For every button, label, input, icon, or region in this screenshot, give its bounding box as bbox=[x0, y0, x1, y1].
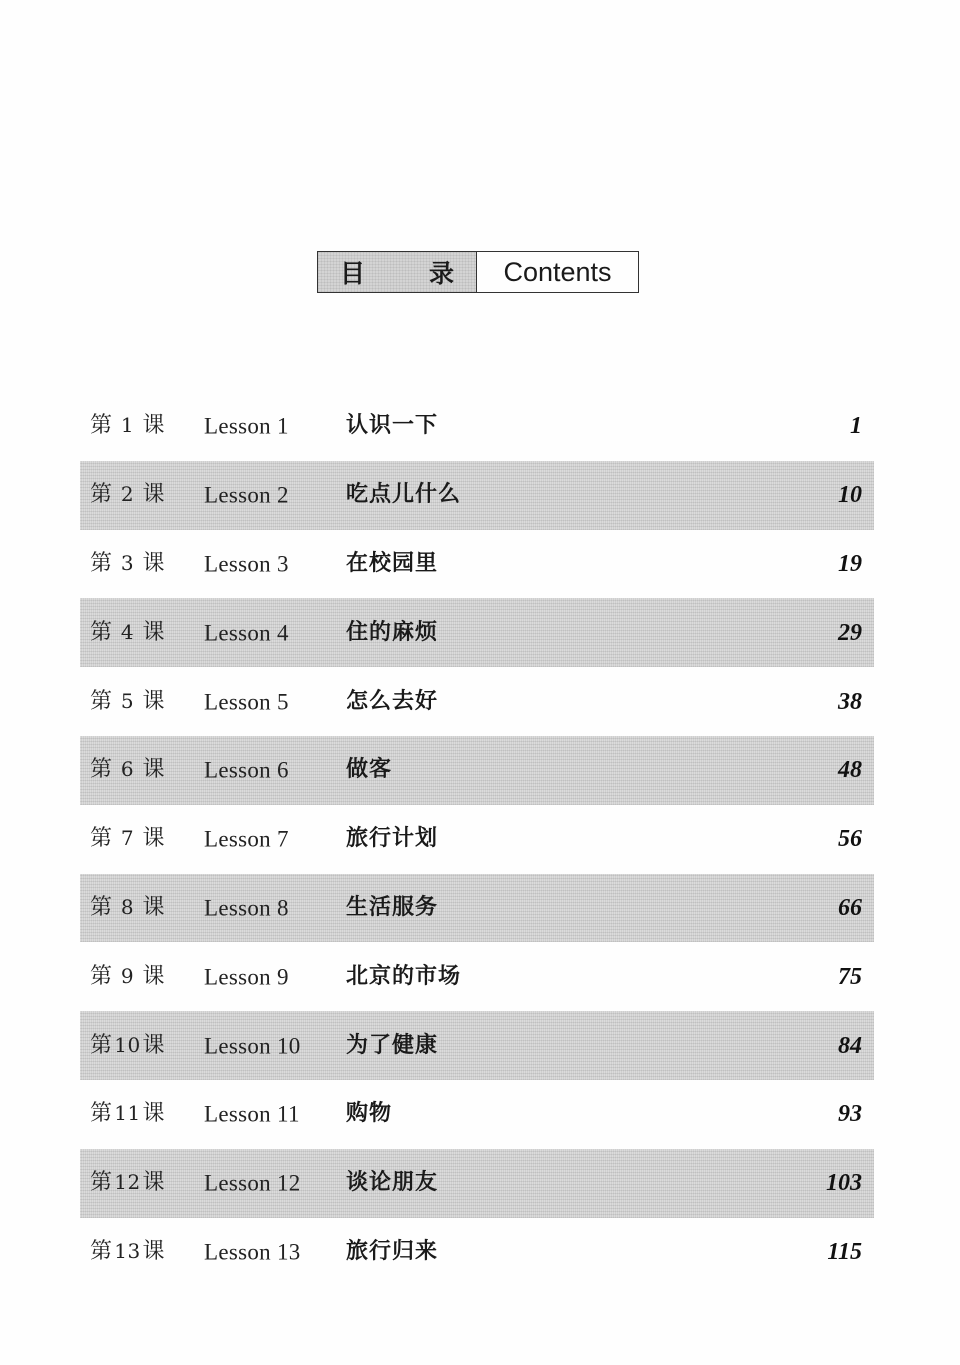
lesson-number: 6 bbox=[120, 757, 135, 782]
page-number[interactable]: 84 bbox=[838, 1032, 862, 1059]
lesson-title: 为了健康 bbox=[346, 1032, 439, 1058]
lesson-number-cn bbox=[90, 619, 166, 645]
lesson-prefix: 第 bbox=[90, 826, 113, 852]
toc-entry[interactable] bbox=[0, 942, 960, 1011]
lesson-prefix: 第 bbox=[90, 963, 113, 989]
toc-entry[interactable] bbox=[0, 1149, 960, 1218]
lesson-number: 13 bbox=[114, 1238, 141, 1263]
lesson-prefix: 第 bbox=[90, 1032, 113, 1058]
toc-entry[interactable] bbox=[0, 874, 960, 943]
toc-entry[interactable] bbox=[0, 1218, 960, 1287]
lesson-suffix: 课 bbox=[142, 1101, 166, 1127]
toc-entry[interactable] bbox=[0, 1080, 960, 1149]
table-of-contents bbox=[0, 392, 960, 1286]
lesson-title: 在校园里 bbox=[346, 550, 439, 576]
lesson-suffix: 课 bbox=[142, 482, 166, 508]
lesson-number: 8 bbox=[120, 894, 135, 919]
lesson-number: 11 bbox=[114, 1101, 141, 1126]
lesson-number-cn bbox=[90, 1238, 166, 1264]
lesson-number-cn bbox=[90, 1103, 165, 1125]
page-number[interactable]: 10 bbox=[838, 482, 862, 509]
lesson-title: 北京的市场 bbox=[346, 963, 462, 989]
lesson-number: 4 bbox=[120, 619, 135, 644]
lesson-number: 9 bbox=[120, 963, 135, 988]
page-number[interactable]: 93 bbox=[838, 1101, 862, 1128]
page-number[interactable]: 1 bbox=[850, 413, 862, 440]
page-number[interactable]: 75 bbox=[838, 963, 862, 990]
toc-entry[interactable] bbox=[0, 530, 960, 599]
lesson-number: 3 bbox=[120, 550, 135, 575]
lesson-number-cn bbox=[90, 688, 166, 714]
lesson-number: 2 bbox=[120, 482, 135, 507]
page-number[interactable]: 19 bbox=[838, 550, 862, 577]
lesson-prefix: 第 bbox=[90, 482, 113, 508]
row-shading bbox=[80, 1011, 874, 1080]
toc-entry[interactable] bbox=[0, 667, 960, 736]
row-shading bbox=[80, 1149, 874, 1218]
heading-char-lu: 录 bbox=[428, 259, 454, 288]
lesson-label-en: Lesson 3 bbox=[204, 551, 289, 577]
page-number[interactable]: 29 bbox=[838, 619, 862, 646]
lesson-label-en: Lesson 2 bbox=[204, 482, 289, 508]
page-number[interactable]: 115 bbox=[827, 1238, 862, 1265]
lesson-title: 购物 bbox=[346, 1101, 393, 1127]
lesson-title: 谈论朋友 bbox=[346, 1170, 439, 1196]
lesson-label-en: Lesson 7 bbox=[204, 826, 289, 852]
lesson-prefix: 第 bbox=[90, 550, 113, 576]
lesson-prefix: 第 bbox=[90, 413, 113, 439]
lesson-title: 旅行计划 bbox=[346, 826, 439, 852]
lesson-prefix: 第 bbox=[90, 757, 113, 783]
lesson-number-cn bbox=[90, 759, 165, 781]
row-shading bbox=[80, 461, 874, 530]
lesson-suffix: 课 bbox=[142, 1170, 166, 1196]
lesson-label-en: Lesson 13 bbox=[204, 1239, 301, 1265]
lesson-label-en: Lesson 1 bbox=[204, 413, 289, 439]
row-shading bbox=[80, 598, 874, 667]
page-number[interactable]: 48 bbox=[838, 757, 862, 784]
toc-entry[interactable] bbox=[0, 1011, 960, 1080]
lesson-number-cn bbox=[90, 415, 165, 437]
lesson-title: 怎么去好 bbox=[346, 688, 439, 714]
page-number[interactable]: 56 bbox=[838, 826, 862, 853]
lesson-number-cn bbox=[90, 828, 165, 850]
contents-heading bbox=[317, 251, 639, 293]
lesson-suffix: 课 bbox=[142, 826, 166, 852]
row-shading bbox=[80, 736, 874, 805]
lesson-suffix: 课 bbox=[142, 1032, 166, 1058]
lesson-label-en: Lesson 5 bbox=[204, 689, 289, 715]
lesson-label-en: Lesson 11 bbox=[204, 1101, 300, 1127]
contents-heading-chinese bbox=[318, 252, 477, 292]
lesson-title: 做客 bbox=[346, 757, 393, 783]
lesson-title: 住的麻烦 bbox=[346, 619, 439, 645]
toc-entry[interactable] bbox=[0, 805, 960, 874]
contents-heading-english: Contents bbox=[503, 256, 612, 287]
lesson-label-en: Lesson 8 bbox=[204, 895, 289, 921]
lesson-suffix: 课 bbox=[142, 963, 166, 989]
lesson-number-cn bbox=[90, 550, 166, 576]
toc-entry[interactable] bbox=[0, 736, 960, 805]
heading-char-mu: 目 bbox=[340, 259, 366, 288]
lesson-label-en: Lesson 10 bbox=[204, 1033, 301, 1059]
lesson-title: 认识一下 bbox=[346, 413, 439, 439]
lesson-number-cn bbox=[90, 1172, 165, 1194]
lesson-prefix: 第 bbox=[90, 1170, 113, 1196]
lesson-number-cn bbox=[90, 894, 166, 920]
lesson-title: 旅行归来 bbox=[346, 1238, 439, 1264]
lesson-suffix: 课 bbox=[142, 688, 166, 714]
lesson-label-en: Lesson 12 bbox=[204, 1170, 301, 1196]
row-shading bbox=[80, 874, 874, 943]
toc-entry[interactable] bbox=[0, 598, 960, 667]
lesson-prefix: 第 bbox=[90, 1238, 113, 1264]
lesson-number: 12 bbox=[114, 1170, 141, 1195]
lesson-number: 7 bbox=[120, 826, 135, 851]
lesson-suffix: 课 bbox=[142, 619, 166, 645]
lesson-title: 生活服务 bbox=[346, 894, 439, 920]
lesson-prefix: 第 bbox=[90, 1101, 113, 1127]
lesson-number: 10 bbox=[114, 1032, 141, 1057]
lesson-number-cn bbox=[90, 484, 165, 506]
toc-entry[interactable] bbox=[0, 392, 960, 461]
toc-entry[interactable] bbox=[0, 461, 960, 530]
lesson-number-cn bbox=[90, 1032, 166, 1058]
lesson-label-en: Lesson 9 bbox=[204, 964, 289, 990]
lesson-label-en: Lesson 4 bbox=[204, 620, 289, 646]
page-number[interactable]: 66 bbox=[838, 894, 862, 921]
lesson-prefix: 第 bbox=[90, 688, 113, 714]
lesson-prefix: 第 bbox=[90, 894, 113, 920]
lesson-suffix: 课 bbox=[142, 757, 166, 783]
lesson-number-cn bbox=[90, 963, 166, 989]
lesson-prefix: 第 bbox=[90, 619, 113, 645]
lesson-suffix: 课 bbox=[142, 413, 166, 439]
lesson-label-en: Lesson 6 bbox=[204, 757, 289, 783]
page-number[interactable]: 38 bbox=[838, 688, 862, 715]
lesson-suffix: 课 bbox=[142, 894, 166, 920]
lesson-suffix: 课 bbox=[142, 550, 166, 576]
page-number[interactable]: 103 bbox=[826, 1170, 862, 1197]
lesson-suffix: 课 bbox=[142, 1238, 166, 1264]
lesson-title: 吃点儿什么 bbox=[346, 482, 462, 508]
lesson-number: 1 bbox=[120, 413, 135, 438]
lesson-number: 5 bbox=[120, 688, 135, 713]
